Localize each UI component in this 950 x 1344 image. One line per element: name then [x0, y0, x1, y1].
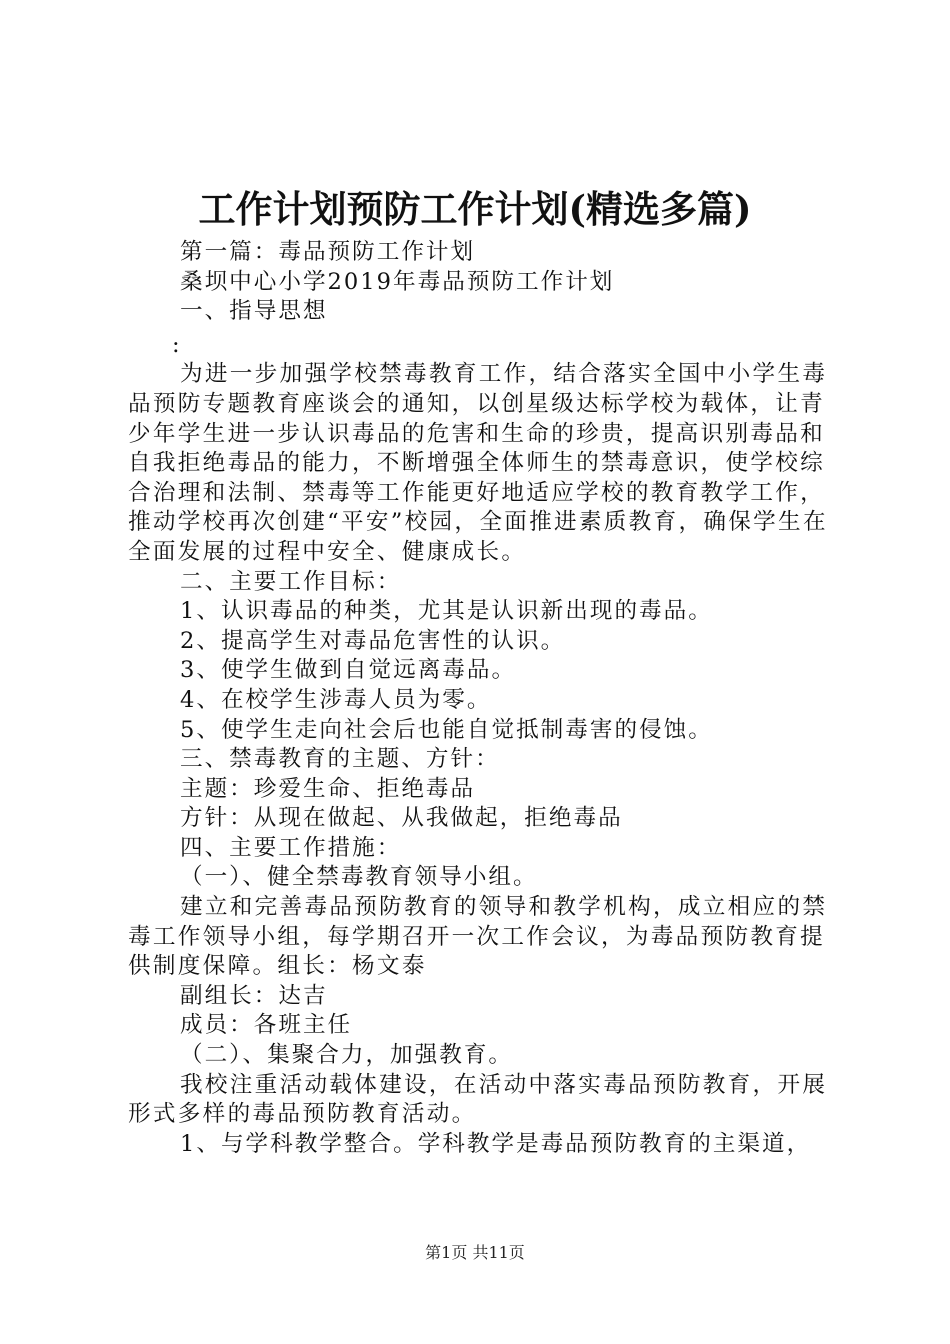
text-line: 成员：各班主任: [180, 1012, 353, 1039]
colon-line: :: [172, 331, 182, 358]
list-item: 3、使学生做到自觉远离毒品。: [180, 657, 517, 684]
paragraph: 我校注重活动载体建设，在活动中落实毒品预防教育，开展形式多样的毒品预防教育活动。: [128, 1071, 828, 1128]
section-heading: 一、指导思想: [180, 298, 328, 325]
list-item: 4、在校学生涉毒人员为零。: [180, 686, 492, 713]
subsection-heading: （一）、健全禁毒教育领导小组。: [180, 864, 538, 891]
section-heading: 二、主要工作目标：: [180, 568, 402, 595]
text-line: 方针：从现在做起、从我做起，拒绝毒品: [180, 805, 623, 832]
paragraph: 建立和完善毒品预防教育的领导和教学机构，成立相应的禁毒工作领导小组，每学期召开一次工作会议，为毒品预防教育提供制度保障。组长：杨文泰: [128, 894, 828, 980]
text-line: 副组长：达吉: [180, 982, 328, 1009]
section-heading: 四、主要工作措施：: [180, 834, 402, 861]
plan-subtitle: 桑坝中心小学2019年毒品预防工作计划: [180, 268, 615, 295]
section-heading: 第一篇：毒品预防工作计划: [180, 239, 476, 265]
list-item: 5、使学生走向社会后也能自觉抵制毒害的侵蚀。: [180, 716, 713, 743]
subsection-heading: （二）、集聚合力，加强教育。: [180, 1042, 514, 1069]
paragraph: 为进一步加强学校禁毒教育工作，结合落实全国中小学生毒品预防专题教育座谈会的通知，以创星级达标学校为载体，让青少年学生进一步认识毒品的危害和生命的珍贵，提高识别毒品和自我拒绝毒品的能力，不断增强全体师生的禁毒意识，使学校综合治理和法制、禁毒等工作能更好地适应学校的教育教学工作，推动学校再次创建“平安”校园，全面推进素质教育，确保学生在全面发展的过程中安全、健康成长。: [128, 361, 828, 565]
text-line: 1、与学科教学整合。学科教学是毒品预防教育的主渠道，: [180, 1130, 812, 1157]
page-footer: 第1页 共11页: [425, 1243, 525, 1262]
list-item: 1、认识毒品的种类，尤其是认识新出现的毒品。: [180, 598, 713, 625]
text-line: 主题：珍爱生命、拒绝毒品: [180, 775, 476, 802]
section-heading: 三、禁毒教育的主题、方针：: [180, 746, 500, 773]
list-item: 2、提高学生对毒品危害性的认识。: [180, 627, 566, 654]
document-title: 工作计划预防工作计划(精选多篇): [198, 187, 752, 231]
document-body: [128, 238, 832, 1159]
